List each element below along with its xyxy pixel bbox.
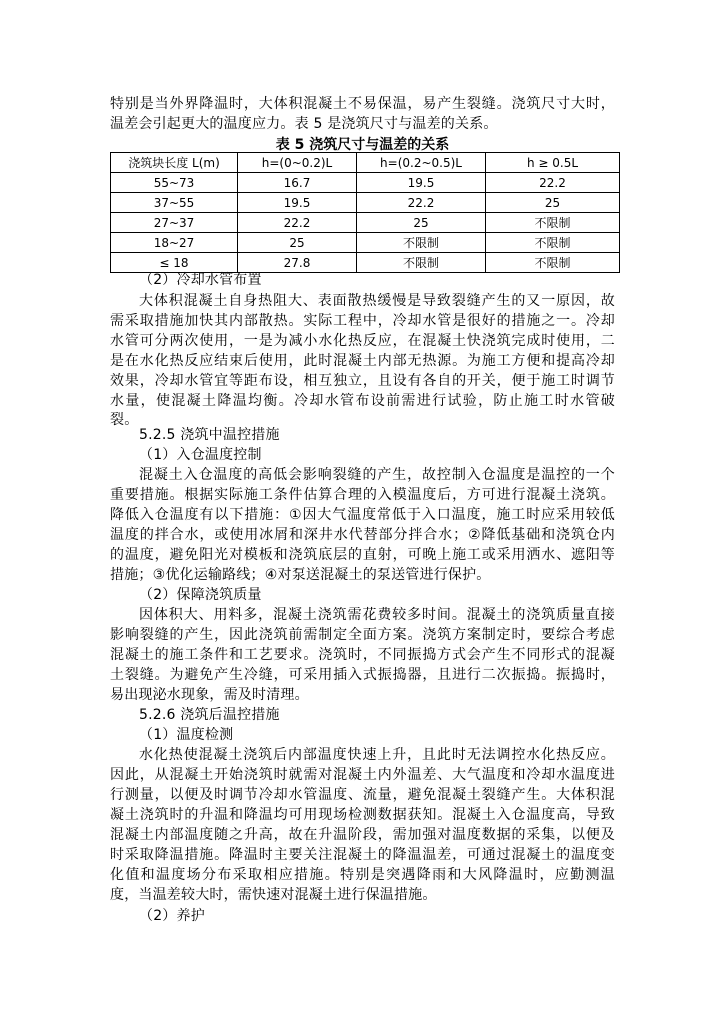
- table-cell: 25: [486, 193, 620, 213]
- intro-line: 温差会引起更大的温度应力。表 5 是浇筑尺寸与温差的关系。: [110, 116, 498, 132]
- table-cell: 19.5: [357, 173, 486, 193]
- table-cell: 不限制: [486, 253, 620, 273]
- paragraph-line: 土裂缝。为避免产生冷缝，可采用插入式振捣器，且进行二次振捣。振捣时，: [110, 667, 615, 683]
- paragraph-line: 化值和温度场分布采取相应措施。特别是突遇降雨和大风降温时，应勤测温: [110, 867, 615, 883]
- subheading-cooling-pipes: （2）冷却水管布置: [139, 272, 262, 288]
- paragraph-line: 需采取措施加快其内部散热。实际工程中，冷却水管是很好的措施之一。冷却: [110, 313, 615, 329]
- table-header-cell: h=(0~0.2)L: [238, 153, 357, 173]
- paragraph-line: 混凝土的施工条件和工艺要求。浇筑时，不同振捣方式会产生不同形式的混凝: [110, 647, 615, 663]
- table-row: [111, 233, 620, 253]
- table-cell: 25: [238, 233, 357, 253]
- table-cell: 不限制: [357, 233, 486, 253]
- paragraph-line: 水管可分两次使用，一是为减小水化热反应，在混凝土快浇筑完成时使用，二: [110, 333, 615, 349]
- paragraph-line: 的温度，避免阳光对模板和浇筑底层的直射，可晚上施工或采用洒水、遮阳等: [110, 547, 615, 563]
- table-cell: 25: [357, 213, 486, 233]
- intro-line: 特别是当外界降温时，大体积混凝土不易保温，易产生裂缝。浇筑尺寸大时，: [110, 96, 615, 112]
- table-header-row: [111, 153, 620, 173]
- table-header-cell: h=(0.2~0.5)L: [357, 153, 486, 173]
- table-cell: ≤ 18: [111, 253, 238, 273]
- size-temperature-table: [110, 152, 620, 273]
- paragraph-line: 措施；③优化运输路线；④对泵送混凝土的泵送管进行保护。: [110, 567, 491, 583]
- subheading-temperature-detection: （1）温度检测: [139, 727, 234, 743]
- subheading-entry-temperature: （1）入仓温度控制: [139, 447, 262, 463]
- paragraph-line: 因体积大、用料多，混凝土浇筑需花费较多时间。混凝土的浇筑质量直接: [139, 607, 615, 623]
- paragraph-line: 混凝土入仓温度的高低会影响裂缝的产生，故控制入仓温度是温控的一个: [139, 467, 615, 483]
- subheading-curing: （2）养护: [139, 908, 205, 924]
- table-cell: 16.7: [238, 173, 357, 193]
- table-cell: 22.2: [357, 193, 486, 213]
- paragraph-line: 温度的拌合水，或使用冰屑和深井水代替部分拌合水；②降低基础和浇筑仓内: [110, 527, 615, 543]
- paragraph-line: 时采取降温措施。降温时主要关注混凝土的降温温差，可通过混凝土的温度变: [110, 847, 615, 863]
- table-header-cell: h ≥ 0.5L: [486, 153, 620, 173]
- table-cell: 不限制: [486, 233, 620, 253]
- table-cell: 19.5: [238, 193, 357, 213]
- table-cell: 不限制: [357, 253, 486, 273]
- paragraph-line: 行测量，以便及时调节冷却水管温度、流量，避免混凝土裂缝产生。大体积混: [110, 787, 615, 803]
- paragraph-line: 水量，使混凝土降温均衡。冷却水管布设前需进行试验，防止施工时水管破: [110, 393, 615, 409]
- subheading-pouring-quality: （2）保障浇筑质量: [139, 587, 262, 603]
- paragraph-line: 易出现泌水现象，需及时清理。: [110, 687, 309, 703]
- paragraph-line: 裂。: [110, 412, 139, 428]
- paragraph-line: 水化热使混凝土浇筑后内部温度快速上升，且此时无法调控水化热反应。: [139, 747, 615, 763]
- table-cell: 27.8: [238, 253, 357, 273]
- paragraph-line: 重要措施。根据实际施工条件估算合理的入模温度后，方可进行混凝土浇筑。: [110, 487, 615, 503]
- paragraph-line: 混凝土内部温度随之升高，故在升温阶段，需加强对温度数据的采集，以便及: [110, 827, 615, 843]
- table-row: [111, 193, 620, 213]
- table-cell: 不限制: [486, 213, 620, 233]
- table-cell: 18~27: [111, 233, 238, 253]
- section-heading-5-2-5: 5.2.5 浇筑中温控措施: [139, 427, 280, 443]
- paragraph-line: 降低入仓温度有以下措施：①因大气温度常低于入口温度，施工时应采用较低: [110, 507, 615, 523]
- table-cell: 22.2: [486, 173, 620, 193]
- paragraph-line: 大体积混凝土自身热阻大、表面散热缓慢是导致裂缝产生的又一原因，故: [139, 293, 615, 309]
- paragraph-line: 是在水化热反应结束后使用，此时混凝土内部无热源。为施工方便和提高冷却: [110, 353, 615, 369]
- paragraph-line: 因此，从混凝土开始浇筑时就需对混凝土内外温差、大气温度和冷却水温度进: [110, 767, 615, 783]
- paragraph-line: 影响裂缝的产生，因此浇筑前需制定全面方案。浇筑方案制定时，要综合考虑: [110, 627, 615, 643]
- table-cell: 55~73: [111, 173, 238, 193]
- paragraph-line: 度，当温差较大时，需快速对混凝土进行保温措施。: [110, 887, 437, 903]
- table-cell: 22.2: [238, 213, 357, 233]
- table-cell: 27~37: [111, 213, 238, 233]
- section-heading-5-2-6: 5.2.6 浇筑后温控措施: [139, 707, 280, 723]
- table-row: [111, 213, 620, 233]
- table-header-cell: 浇筑块长度 L(m): [111, 153, 238, 173]
- table-row: [111, 173, 620, 193]
- table-caption: 表 5 浇筑尺寸与温差的关系: [275, 137, 450, 153]
- paragraph-line: 凝土浇筑时的升温和降温均可用现场检测数据获知。混凝土入仓温度高，导致: [110, 807, 615, 823]
- table-cell: 37~55: [111, 193, 238, 213]
- paragraph-line: 效果，冷却水管宜等距布设，相互独立，且设有各自的开关，便于施工时调节: [110, 373, 615, 389]
